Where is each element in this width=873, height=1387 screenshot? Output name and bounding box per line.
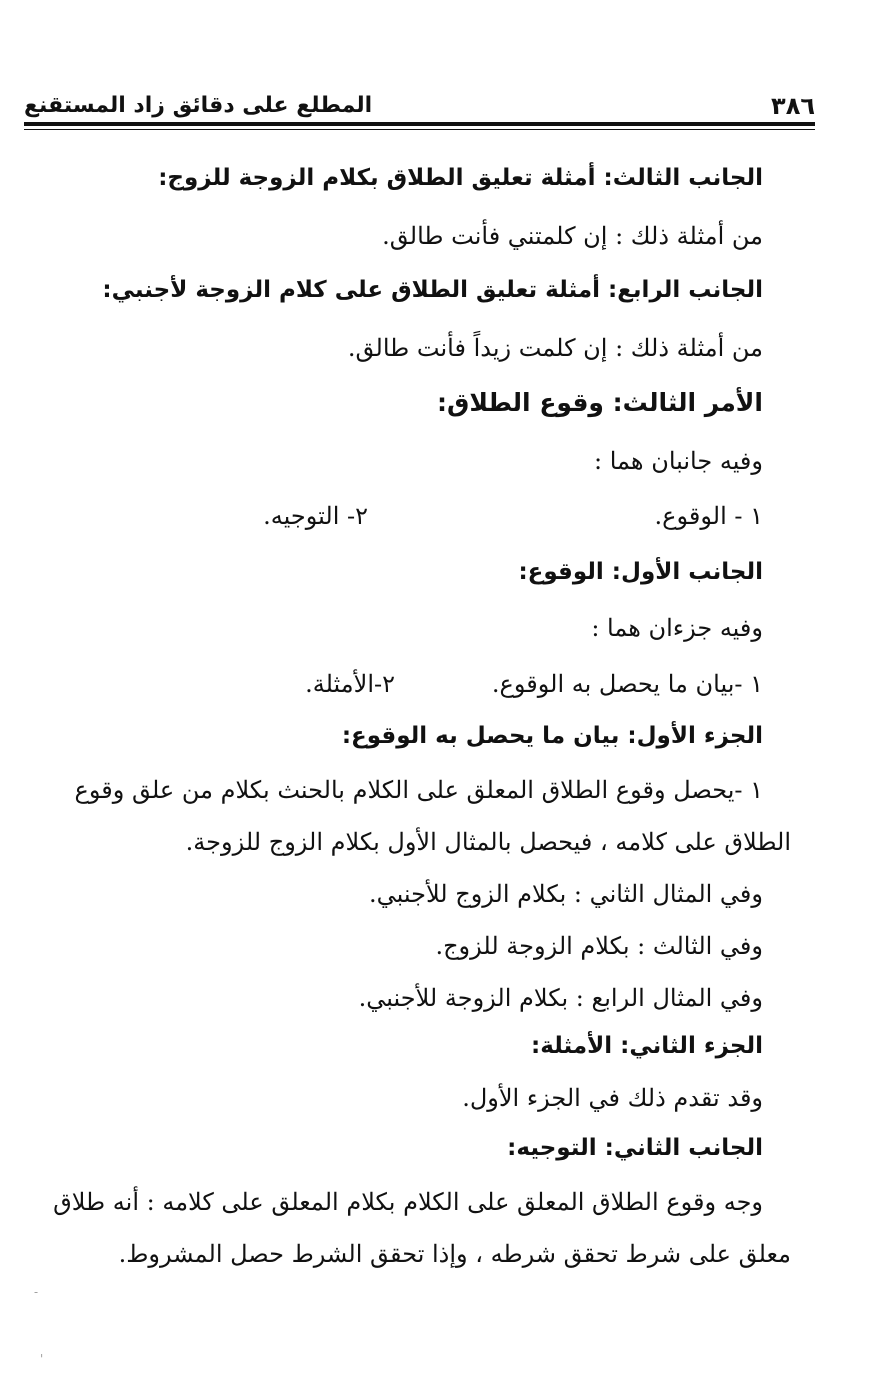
running-title: المطلع على دقائق زاد المستقنع [24, 93, 373, 118]
section-heading: الجانب الرابع: أمثلة تعليق الطلاق على كلام الزوجة لأجنبي: [102, 277, 763, 303]
header-rule [24, 122, 815, 126]
section-heading: الجانب الثالث: أمثلة تعليق الطلاق بكلام الزوجة للزوج: [158, 165, 763, 191]
section-heading: الجانب الثاني: التوجيه: [507, 1135, 763, 1161]
paragraph: من أمثلة ذلك : إن كلمتني فأنت طالق. [382, 222, 763, 250]
paragraph: وفي الثالث : بكلام الزوجة للزوج. [435, 932, 763, 960]
paragraph: وقد تقدم ذلك في الجزء الأول. [462, 1084, 763, 1112]
paragraph: معلق على شرط تحقق شرطه ، وإذا تحقق الشرط حصل المشروط. [118, 1240, 791, 1268]
section-heading: الجزء الثاني: الأمثلة: [531, 1033, 763, 1059]
section-heading: الجزء الأول: بيان ما يحصل به الوقوع: [341, 723, 763, 749]
paragraph: الطلاق على كلامه ، فيحصل بالمثال الأول بكلام الزوج للزوجة. [185, 828, 791, 856]
paragraph: وجه وقوع الطلاق المعلق على الكلام بكلام المعلق على كلامه : أنه طلاق [53, 1188, 763, 1216]
list-item: ٢- التوجيه. [263, 502, 368, 530]
paragraph: ١ -يحصل وقوع الطلاق المعلق على الكلام بالحنث بكلام من علق وقوع [74, 776, 763, 804]
section-heading: الأمر الثالث: وقوع الطلاق: [436, 388, 763, 417]
paragraph: وفيه جانبان هما : [594, 447, 763, 475]
list-item: ١ - الوقوع. [654, 502, 763, 530]
header-rule-thin [24, 129, 815, 130]
list-item: ١ -بيان ما يحصل به الوقوع. [491, 670, 763, 698]
list-item: ٢-الأمثلة. [305, 670, 395, 698]
margin-speck: - [34, 1285, 39, 1299]
section-heading: الجانب الأول: الوقوع: [518, 559, 763, 585]
paragraph: وفيه جزءان هما : [591, 614, 763, 642]
page-number: ٣٨٦ [771, 92, 815, 120]
paragraph: وفي المثال الثاني : بكلام الزوج للأجنبي. [369, 880, 763, 908]
paragraph: وفي المثال الرابع : بكلام الزوجة للأجنبي. [358, 984, 763, 1012]
paragraph: من أمثلة ذلك : إن كلمت زيداً فأنت طالق. [347, 334, 763, 362]
margin-speck: ' [40, 1352, 44, 1366]
